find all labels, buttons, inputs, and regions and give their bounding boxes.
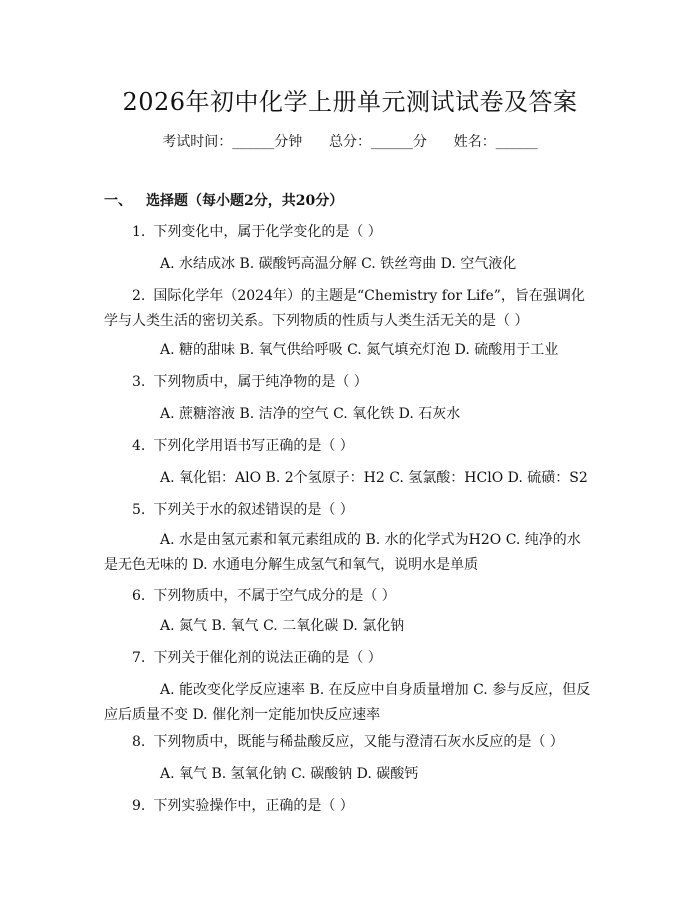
question-3 [104, 370, 594, 395]
question-1 [104, 220, 594, 245]
question-3-options [104, 402, 594, 427]
question-2-options [104, 338, 594, 363]
question-stem [104, 584, 594, 609]
question-stem [104, 284, 594, 334]
question-stem [104, 794, 594, 819]
question-6-options [104, 614, 594, 639]
question-number: 5. [132, 502, 146, 518]
question-6 [104, 584, 594, 609]
question-number: 7. [132, 650, 146, 666]
question-text: 下列实验操作中，正确的是（ ） [153, 798, 354, 814]
question-text: 下列关于水的叙述错误的是（ ） [153, 502, 354, 518]
question-text: 下列物质中，不属于空气成分的是（ ） [153, 588, 396, 604]
question-number: 1. [132, 224, 146, 240]
question-options: A. 氮气 B. 氧气 C. 二氧化碳 D. 氯化钠 [160, 618, 405, 634]
question-text: 下列物质中，属于纯净物的是（ ） [153, 374, 368, 390]
question-stem [104, 220, 594, 245]
question-number: 8. [132, 734, 146, 750]
question-number: 9. [132, 798, 146, 814]
question-number: 4. [132, 438, 146, 454]
section-number: 一、 [104, 193, 132, 209]
question-text: 下列物质中，既能与稀盐酸反应，又能与澄清石灰水反应的是（ ） [153, 734, 564, 750]
question-stem [104, 730, 594, 755]
question-stem [104, 498, 594, 523]
question-stem [104, 434, 594, 459]
question-options: A. 蔗糖溶液 B. 洁净的空气 C. 氧化铁 D. 石灰水 [160, 406, 461, 422]
section-heading [104, 190, 343, 210]
question-number: 3. [132, 374, 146, 390]
question-9 [104, 794, 594, 819]
question-4-options [104, 466, 594, 491]
exam-info-line [0, 131, 700, 151]
question-8 [104, 730, 594, 755]
page-title: 2026年初中化学上册单元测试试卷及答案 [122, 88, 578, 116]
question-4 [104, 434, 594, 459]
question-options: A. 糖的甜味 B. 氧气供给呼吸 C. 氮气填充灯泡 D. 硫酸用于工业 [160, 342, 559, 358]
question-8-options [104, 762, 594, 787]
question-5 [104, 498, 594, 523]
question-7 [104, 646, 594, 671]
question-options: A. 氧化铝：AlO B. 2个氢原子：H2 C. 氢氯酸：HClO D. 硫磺：S2 [160, 470, 588, 486]
question-number: 2. [132, 288, 146, 304]
question-options: A. 氧气 B. 氢氧化钠 C. 碳酸钠 D. 碳酸钙 [160, 766, 419, 782]
student-name-field: 姓名：______ [453, 134, 538, 150]
question-7-options [104, 678, 594, 728]
section-title: 选择题（每小题2分，共20分） [146, 193, 344, 209]
question-text: 下列化学用语书写正确的是（ ） [153, 438, 354, 454]
question-stem [104, 370, 594, 395]
question-options: A. 水是由氢元素和氧元素组成的 B. 水的化学式为H2O C. 纯净的水是无色无味的 D. 水通电分解生成氢气和氧气，说明水是单质 [104, 532, 581, 573]
exam-time-field: 考试时间：______分钟 [162, 134, 303, 150]
total-score-field: 总分：______分 [329, 134, 427, 150]
question-number: 6. [132, 588, 146, 604]
question-1-options [104, 252, 594, 277]
question-text: 国际化学年（2024年）的主题是“Chemistry for Life”，旨在强调化学与人类生活的密切关系。下列物质的性质与人类生活无关的是（ ） [104, 288, 585, 329]
question-stem [104, 646, 594, 671]
question-options: A. 水结成冰 B. 碳酸钙高温分解 C. 铁丝弯曲 D. 空气液化 [160, 256, 517, 272]
question-5-options [104, 528, 594, 578]
question-text: 下列变化中，属于化学变化的是（ ） [153, 224, 382, 240]
question-options: A. 能改变化学反应速率 B. 在反应中自身质量增加 C. 参与反应，但反应后质量不变 D. 催化剂一定能加快反应速率 [104, 682, 591, 723]
question-2 [104, 284, 594, 334]
question-text: 下列关于催化剂的说法正确的是（ ） [153, 650, 382, 666]
